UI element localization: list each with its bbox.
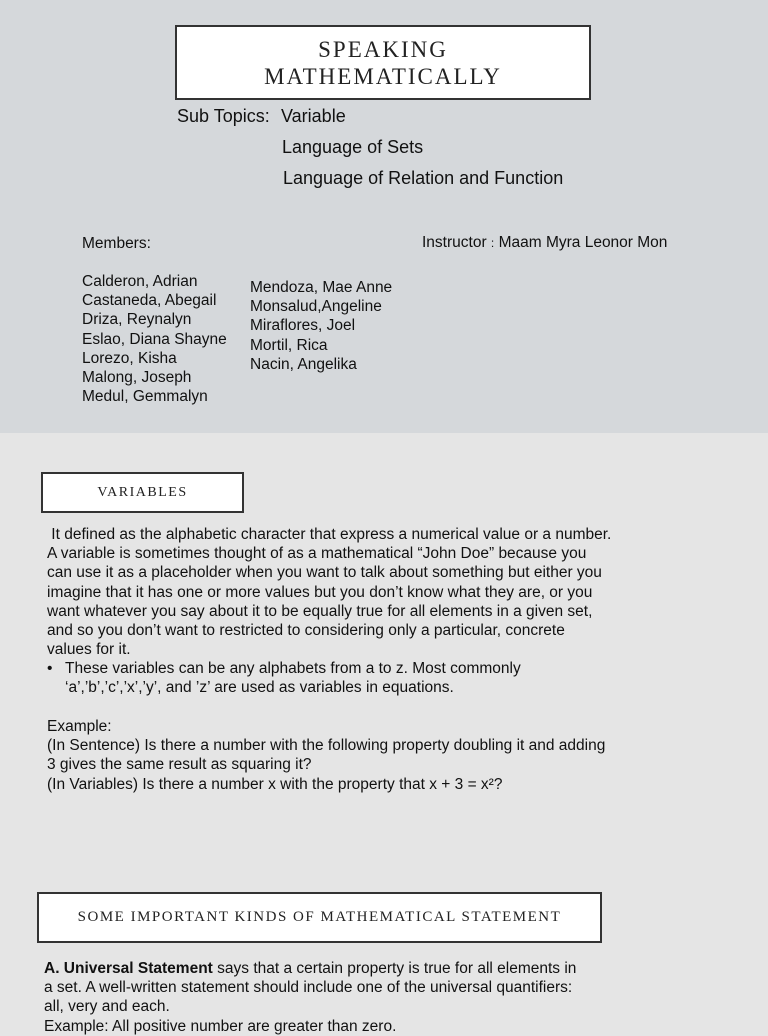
member-name: Monsalud,Angeline [250,298,382,316]
instructor-line [422,233,667,253]
subtopic-item: Language of Relation and Function [283,168,564,188]
bullet-line: These variables can be any alphabets from a to z. Most commonly [65,660,521,677]
statement-line: a set. A well-written statement should include one of the universal quantifiers: [44,979,573,997]
subtopics-label: Sub Topics: [177,106,270,126]
member-name: Mortil, Rica [250,336,328,354]
instructor-label: Instructor [422,234,487,251]
bullet-line: ‘a’,’b’,’c’,’x’,’y’, and ’z’ are used as variables in equations. [65,679,454,697]
title-line-1: SPEAKING [318,36,448,62]
example-line: 3 gives the same result as squaring it? [47,756,312,774]
title-slide [0,0,768,433]
members-column-1 [82,272,227,406]
paragraph-line: and so you don’t want to restricted to considering only a particular, concrete [47,622,565,640]
example-line: (In Sentence) Is there a number with the following property doubling it and adding [47,737,606,755]
member-name: Driza, Reynalyn [82,311,192,329]
member-name: Calderon, Adrian [82,273,198,290]
variables-paragraph [47,525,611,659]
instructor-name: Maam Myra Leonor Mon [498,234,668,251]
member-name: Medul, Gemmalyn [82,388,208,406]
example-block [47,717,605,794]
paragraph-line: A variable is sometimes thought of as a mathematical “John Doe” because you [47,545,587,563]
content-slide [0,433,768,1035]
paragraph-line: can use it as a placeholder when you want to talk about something but either you [47,564,602,582]
members-column-2 [250,278,392,374]
title-line-2: MATHEMATICALLY [264,63,502,89]
paragraph-line: want whatever you say about it to be equally true for all elements in a given set, [47,602,593,620]
instructor-sep: : [490,236,495,250]
variables-bullet [47,659,647,699]
paragraph-line: values for it. [47,641,131,659]
title-box [175,25,591,100]
example-label: Example: [47,718,112,735]
example-line: (In Variables) Is there a number x with the property that x + 3 = x²? [47,775,503,793]
universal-statement-title: A. Universal Statement [44,960,213,977]
member-name: Lorezo, Kisha [82,349,177,367]
statement-line: Example: All positive number are greater than zero. [44,1017,397,1035]
member-name: Nacin, Angelika [250,355,357,373]
member-name: Mendoza, Mae Anne [250,279,393,296]
universal-statement-text: says that a certain property is true for all elements in [212,960,577,977]
member-name: Castaneda, Abegail [82,292,217,310]
member-name: Malong, Joseph [82,369,192,387]
subtopic-item: Variable [281,106,346,126]
statements-heading: SOME IMPORTANT KINDS OF MATHEMATICAL STATEMENT [37,892,602,943]
bullet-dot: • [47,660,53,677]
statement-line: all, very and each. [44,998,170,1016]
paragraph-line: It defined as the alphabetic character that express a numerical value or a number. [47,526,612,543]
universal-statement-block [44,959,576,1036]
variables-heading: VARIABLES [41,472,244,513]
subtopic-item: Language of Sets [282,137,424,157]
member-name: Eslao, Diana Shayne [82,330,227,348]
members-label: Members: [82,235,151,252]
universal-first-line [44,959,576,978]
member-name: Miraflores, Joel [250,317,356,335]
paragraph-line: imagine that it has one or more values but you don’t know what they are, or you [47,583,593,601]
